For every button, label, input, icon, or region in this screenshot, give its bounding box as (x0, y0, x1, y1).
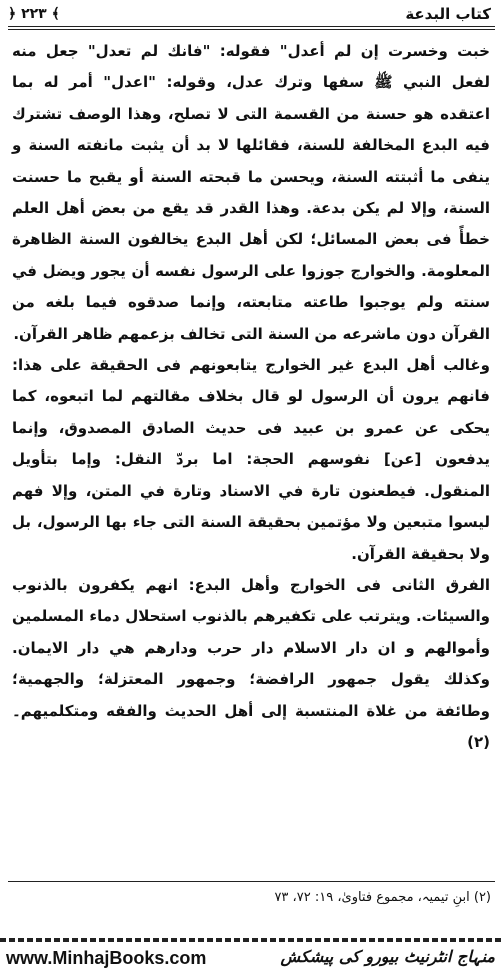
publisher-credit: منہاج انٹرنیٹ بیورو کی پیشکش (280, 947, 495, 966)
paragraph-1: خبت وخسرت إن لم أعدل" فقوله: "فانك لم تعدل" جعل منه لفعل النبي ﷺ سفها وترك عدل، وقوله: "اعدل" أمر له بما اعتقده هو حسنة من القسمة التى لا تصلح، وهذا الوصف تشترك فيه البدع المخالفة للسنة، فقائلها لا بد أن يثبت مانفته السنة و ينفى ما أثبتته السنة، ويحسن ما قبحته السنة أو يقبح ما حسنت السنة، وإلا لم يكن بدعة. وهذا القدر قد يقع من بعض أهل العلم خطأً فى بعض المسائل؛ لكن أهل البدع يخالفون السنة الظاهرة المعلومة. والخوارج جوزوا على الرسول نفسه أن يجور ويضل في سنته ولم يوجبوا طاعته متابعته، وإنما صدقوه فيما بلغه من القرآن دون ماشرعه من السنة التى تخالف بزعمهم ظاهر القرآن. (12, 42, 490, 343)
footer-divider (0, 938, 503, 942)
header-divider (8, 26, 495, 30)
page-header (0, 0, 503, 30)
paragraph-3: الفرق الثانى فى الخوارج وأهل البدع: انهم يكفرون بالذنوب والسيئات. ويترتب على تكفيرهم بالذنوب استحلال دماء المسلمين وأموالهم و ان دار الاسلام دار حرب ودارهم هي دار الايمان. وكذلك يقول جمهور الرافضة؛ وجمهور المعتزلة؛ والجهمية؛ وطائفة من غلاة المنتسبة إلى أهل الحديث والفقه ومتكلميهم۔(۲) (12, 575, 490, 751)
page-number: ﴿ ۲۲۳ ﴾ (8, 6, 60, 22)
book-title: کتاب البدعة (405, 5, 491, 23)
paragraph-2: وغالب أهل البدع غير الخوارج يتابعونهم فى الحقيقة على هذا: فانهم يرون أن الرسول لو قال بخلاف مقالتهم لما اتبعوه، كما يحكى عن عمرو بن عبيد فى حديث الصادق المصدوق، وإنما يدفعون [عن] نفوسهم الحجة: اما بردّ النقل: وإما بتأويل المنقول. فيطعنون تارة في الاسناد وتارة في المتن، وإلا فهم ليسوا متبعين ولا مؤتمين بحقيقة السنة التى جاء بها الرسول، بل ولا بحقيقة القرآن. (12, 356, 490, 563)
footnote-divider (8, 881, 495, 882)
website-link[interactable]: www.MinhajBooks.com (6, 948, 207, 968)
main-text (12, 36, 490, 758)
footnote: (۲) ابنِ تیمیہ، مجموع فتاویٰ، ۱۹: ۷۲، ۷۳ (274, 890, 491, 905)
